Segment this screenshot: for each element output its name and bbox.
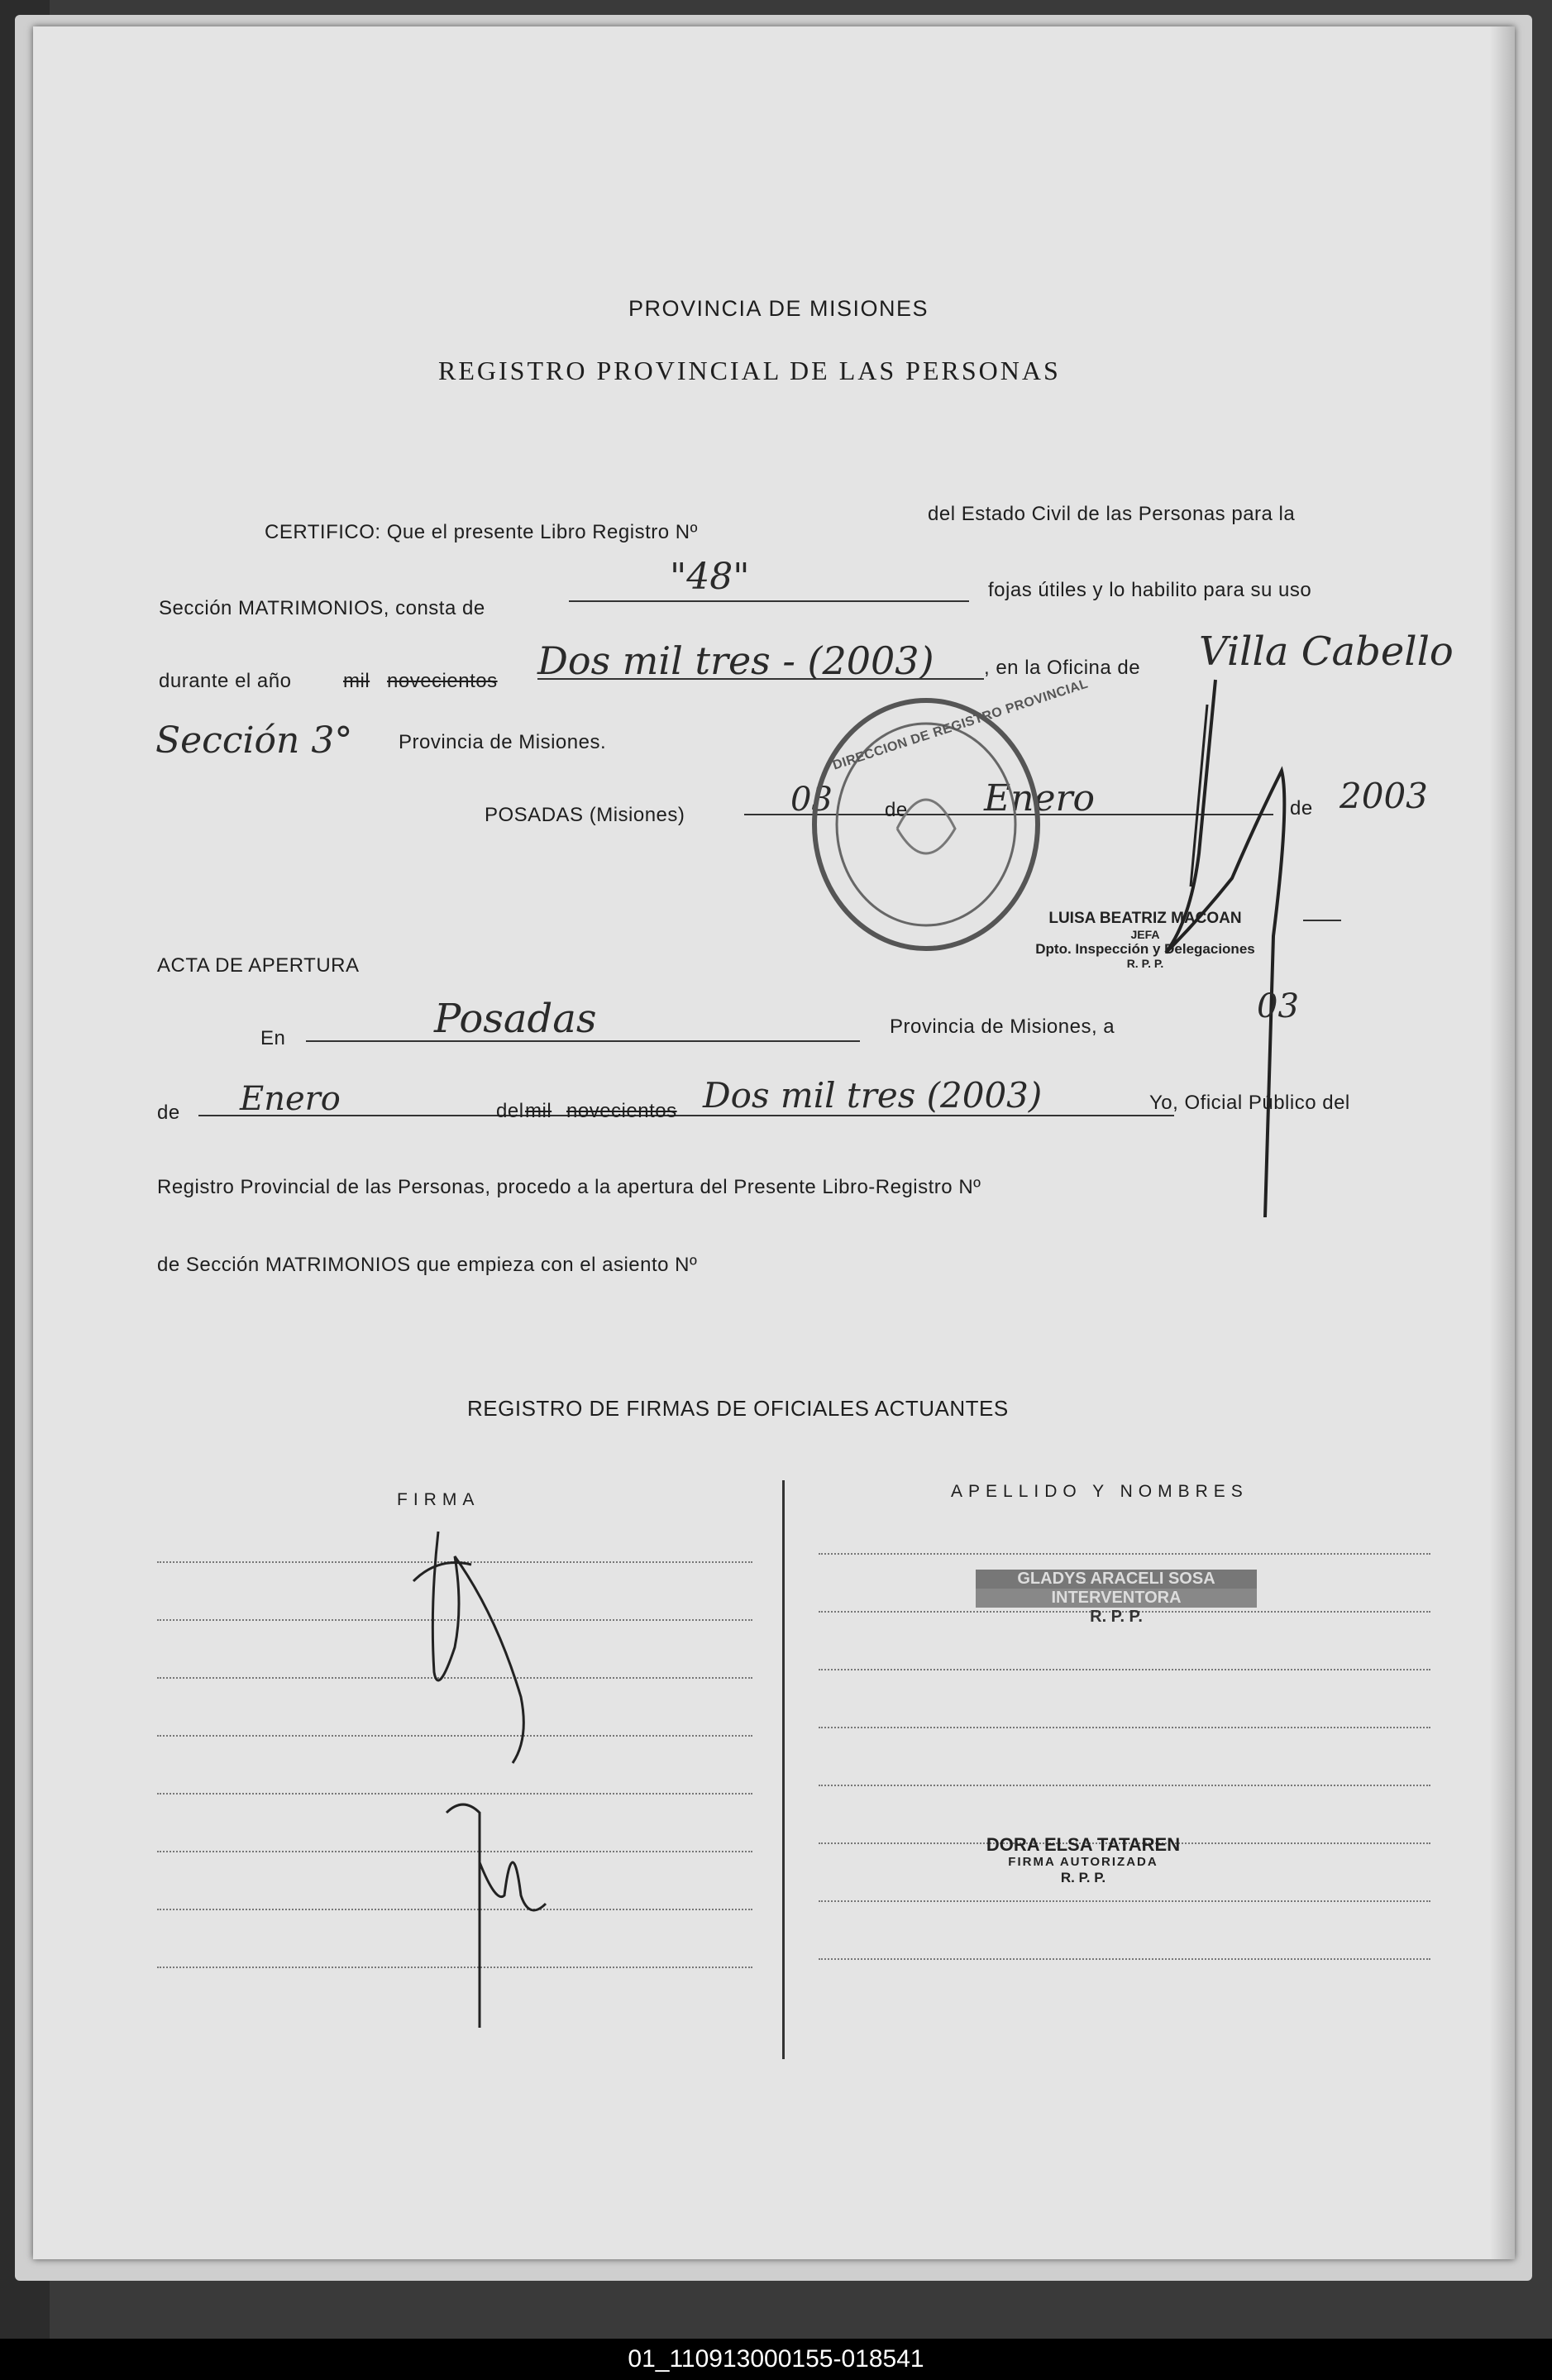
handwritten-day: 03 bbox=[790, 781, 833, 819]
posadas-label: POSADAS (Misiones) bbox=[485, 804, 685, 826]
cert-line1-b: del Estado Civil de las Personas para la bbox=[928, 503, 1296, 525]
jefa-name: LUISA BEATRIZ MACOAN bbox=[1048, 910, 1242, 927]
cert-line4: Provincia de Misiones. bbox=[399, 731, 607, 753]
interventora-stamp bbox=[976, 1570, 1257, 1627]
handwritten-year-words2: Dos mil tres (2003) bbox=[703, 1075, 1043, 1116]
cert-line2-b: fojas útiles y lo habilito para su uso bbox=[988, 579, 1312, 601]
acta-heading: ACTA DE APERTURA bbox=[157, 954, 360, 977]
signature-1 bbox=[405, 1507, 554, 1771]
signatures-heading: REGISTRO DE FIRMAS DE OFICIALES ACTUANTES bbox=[467, 1396, 1009, 1421]
fojas-underline bbox=[569, 600, 969, 602]
handwritten-office: Villa Cabello bbox=[1199, 628, 1454, 675]
registry-heading: REGISTRO PROVINCIAL DE LAS PERSONAS bbox=[438, 356, 1061, 385]
cert-line1-a: CERTIFICO: Que el presente Libro Registro Nº bbox=[265, 521, 698, 543]
struck-novecientos: novecientos bbox=[387, 670, 498, 692]
handwritten-fojas: "48" bbox=[670, 556, 750, 598]
column-divider bbox=[782, 1480, 785, 2059]
sign-row-right-5 bbox=[819, 1785, 1430, 1786]
handwritten-year-words: Dos mil tres - (2003) bbox=[537, 638, 934, 683]
sign-row-right-7 bbox=[819, 1900, 1430, 1902]
stamp-dash bbox=[1303, 920, 1341, 921]
acta-del: del bbox=[496, 1100, 524, 1122]
acta-provincia: Provincia de Misiones, a bbox=[890, 1016, 1115, 1038]
acta-oficial: Yo, Oficial Público del bbox=[1149, 1092, 1350, 1114]
stamp3-name: DORA ELSA TATAREN bbox=[986, 1834, 1181, 1855]
jefa-rpp: R. P. P. bbox=[1126, 957, 1164, 971]
de-label-2: de bbox=[1290, 797, 1313, 820]
de-label-1: de bbox=[885, 799, 908, 821]
sign-row-right-3 bbox=[819, 1669, 1430, 1670]
acta-line3: Registro Provincial de las Personas, procedo a la apertura del Presente Libro-Registro Nº bbox=[157, 1176, 981, 1198]
acta-de: de bbox=[157, 1102, 180, 1124]
acta-line4: de Sección MATRIMONIOS que empieza con el asiento Nº bbox=[157, 1254, 698, 1276]
official-signature bbox=[1141, 671, 1306, 1250]
jefa-role: JEFA bbox=[1130, 927, 1160, 941]
cert-line3-b: , en la Oficina de bbox=[984, 657, 1141, 679]
sign-row-right-8 bbox=[819, 1958, 1430, 1960]
acta-en: En bbox=[260, 1027, 286, 1049]
stamp2-name: GLADYS ARACELI SOSA bbox=[976, 1570, 1257, 1589]
image-identifier: 01_110913000155-018541 bbox=[628, 2345, 924, 2373]
cert-line3-a: durante el año bbox=[159, 670, 292, 692]
handwritten-section: Sección 3° bbox=[155, 719, 353, 762]
stamp3-role: FIRMA AUTORIZADA bbox=[1008, 1855, 1158, 1870]
col-apellido-nombres: APELLIDO Y NOMBRES bbox=[951, 1482, 1249, 1501]
col-firma: FIRMA bbox=[397, 1490, 480, 1509]
acta-struck-mil: mil bbox=[525, 1100, 552, 1122]
document-page bbox=[33, 26, 1515, 2259]
seal-text: DIRECCION DE REGISTRO PROVINCIAL bbox=[831, 676, 1091, 773]
handwritten-month: Enero bbox=[984, 777, 1096, 820]
struck-mil: mil bbox=[343, 670, 370, 692]
signature-2 bbox=[430, 1780, 579, 2044]
stamp2-rpp: R. P. P. bbox=[1090, 1608, 1143, 1626]
firma-autorizada-stamp bbox=[943, 1834, 1224, 1885]
sign-row-right-1 bbox=[819, 1553, 1430, 1555]
page-shadow bbox=[1490, 26, 1515, 2259]
sign-row-right-4 bbox=[819, 1727, 1430, 1728]
acta-struck-novecientos: novecientos bbox=[566, 1100, 677, 1122]
handwritten-day2: 03 bbox=[1257, 987, 1299, 1025]
handwritten-place: Posadas bbox=[434, 996, 597, 1042]
year-underline bbox=[537, 678, 984, 680]
stamp3-rpp: R. P. P. bbox=[1060, 1869, 1106, 1885]
handwritten-year-end: 2003 bbox=[1339, 776, 1428, 816]
stamp2-role: INTERVENTORA bbox=[976, 1589, 1257, 1608]
jefa-dept: Dpto. Inspección y Delegaciones bbox=[1035, 940, 1255, 957]
cert-line2-a: Sección MATRIMONIOS, consta de bbox=[159, 597, 485, 619]
province-heading: PROVINCIA DE MISIONES bbox=[628, 296, 929, 321]
handwritten-month2: Enero bbox=[240, 1080, 341, 1118]
